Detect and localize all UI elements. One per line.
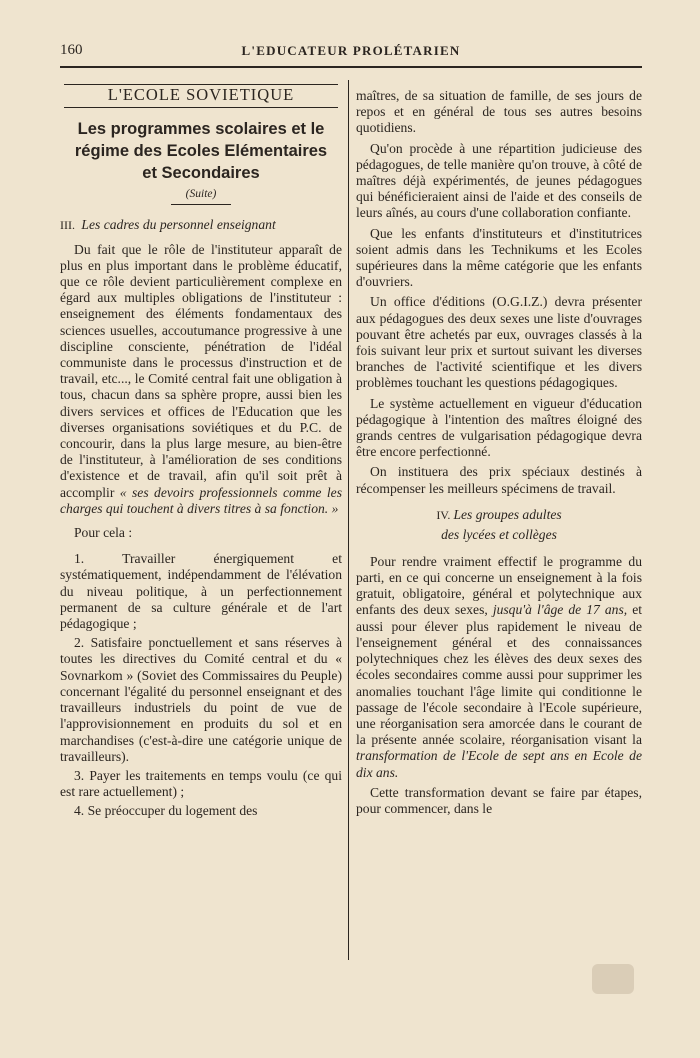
running-head (60, 40, 642, 62)
title-rule (171, 204, 231, 205)
column-divider (348, 80, 349, 960)
paragraph (60, 242, 342, 517)
section-heading-text: Les groupes adultes (453, 506, 562, 522)
paragraph: Cette transformation devant se faire par étapes, pour commencer, dans le (356, 784, 642, 816)
paragraph: Le système actuellement en vigueur d'éducation pédagogique à l'intention des maîtres éloigné des grands centres de vulgarisation pédagogique devra être encore perfectionné. (356, 395, 642, 460)
list-item: 1. Travailler énergiquement et systématiquement, indépendamment de l'élévation du niveau politique, à un perfectionnement permanent de sa culture générale et de l'art pédagogique ; (60, 551, 342, 632)
rubric-title: L'ECOLE SOVIETIQUE (107, 85, 295, 104)
journal-title: L'EDUCATEUR PROLÉTARIEN (241, 43, 461, 58)
article-title-line: Les programmes scolaires et le (77, 120, 325, 139)
article-subtitle: (Suite) (185, 188, 217, 201)
paragraph-quote: « ses devoirs professionnels comme les charges qui touchent à divers titres à sa fonction. » (60, 484, 342, 516)
section-number: IV. (436, 507, 451, 522)
list-item: 4. Se préoccuper du logement des (74, 803, 258, 819)
section-heading-text: Les cadres du personnel enseignant (81, 217, 276, 233)
section-heading-text: des lycées et collèges (441, 526, 557, 542)
paragraph: Qu'on procède à une répartition judicieuse des pédagogues, de telle manière qu'on trouve, à côté de maîtres déjà expérimentés, de jeunes pédagogues qui bénéficieraient ainsi de l'aide et des conseils de leurs aînés, au cours d'une collaboration confiante. (356, 140, 642, 221)
section-3-heading (60, 217, 342, 233)
paragraph: Un office d'éditions (O.G.I.Z.) devra présenter aux pédagogues des deux sexes une liste d'ouvrages pouvant être achetés par eux, ouvrages classés à la fois suivant leur prix et surtout suivant les diverses branches de l'activité scientifique et les divers problèmes touchant les questions pédagogiques. (356, 294, 642, 391)
article-title-line: régime des Ecoles Elémentaires (74, 142, 328, 161)
article-title (60, 118, 342, 184)
paragraph: Pour cela : (74, 525, 133, 541)
paragraph-emphasis: jusqu'à l'âge de 17 ans, (492, 602, 628, 618)
ink-stamp (592, 964, 634, 994)
list-item: 3. Payer les traitements en temps voulu (ce qui est rare actuellement) ; (60, 767, 342, 800)
list-item: 2. Satisfaire ponctuellement et sans réserves à toutes les directives du Comité central et du « Sovnarkom » (Soviet des Commissaires du Peuple) concernant l'égalité du personnel enseignant et des travailleurs industriels du point de vue de l'approvisionnement en produits du sol et en marchandises (c'est-à-dire une catégorie unique de travailleurs). (60, 635, 342, 764)
paragraph-text: Du fait que le rôle de l'instituteur apparaît de plus en plus important dans le problème éducatif, que ce rôle devient particulièrement complexe en égard aux multiples obligations de l'instituteur : enseignement des éléments fondamentaux des sciences usuelles, accoutumance progressive à une discipline consciente, pénétration de l'idéal communiste dans le processus d'instruction et de travail, etc..., le Comité central fait une obligation à tous, chacun dans sa sphère propre, aussi bien les divers services et offices de l'Education que les diverses organisations soviétiques et du P.C. de concourir, dans la plus large mesure, au bien-être de l'instituteur, à l'amélioration de ses conditions d'existence et de travail, afin qu'il soit prêt à accomplir (60, 241, 342, 500)
paragraph: On instituera des prix spéciaux destinés à récompenser les meilleurs spécimens de travail. (356, 464, 642, 496)
article-title-line: et Secondaires (142, 164, 260, 183)
rubric-bottom-rule (64, 107, 338, 108)
paragraph-text: Pour rendre vraiment effectif le programme du parti, en ce qui concerne un enseignement à la fois gratuit, obligatoire, général et polytechnique aux enfants des deux sexes, (356, 553, 642, 618)
paragraph-text: et aussi pour élever plus rapidement le niveau de l'enseignement général et des connaissances polytechniques chez les élèves des deux sexes des écoles secondaires comme aussi pour supprimer les anomalies touchant l'âge limite qui conditionne le passage de l'école secondaire à l'Ecole supérieure, une réorganisation sera amorcée dans le courant de la présente année scolaire, réorganisation visant la (356, 602, 643, 748)
page-number: 160 (60, 42, 83, 58)
left-column (60, 84, 342, 823)
paragraph (356, 554, 642, 781)
header-rule (60, 66, 642, 68)
paragraph-emphasis: transformation de l'Ecole de sept ans en Ecole de dix ans. (356, 748, 642, 780)
section-number: III. (60, 218, 75, 233)
paragraph: Que les enfants d'instituteurs et d'institutrices soient admis dans les Technikums et les Ecoles supérieures dans la même catégorie que les enfants d'ouvriers. (356, 225, 642, 290)
section-4-heading (356, 505, 642, 544)
right-column (356, 88, 642, 821)
paragraph: maîtres, de sa situation de famille, de ses jours de repos et en général de tous ses autres besoins quotidiens. (356, 88, 642, 136)
